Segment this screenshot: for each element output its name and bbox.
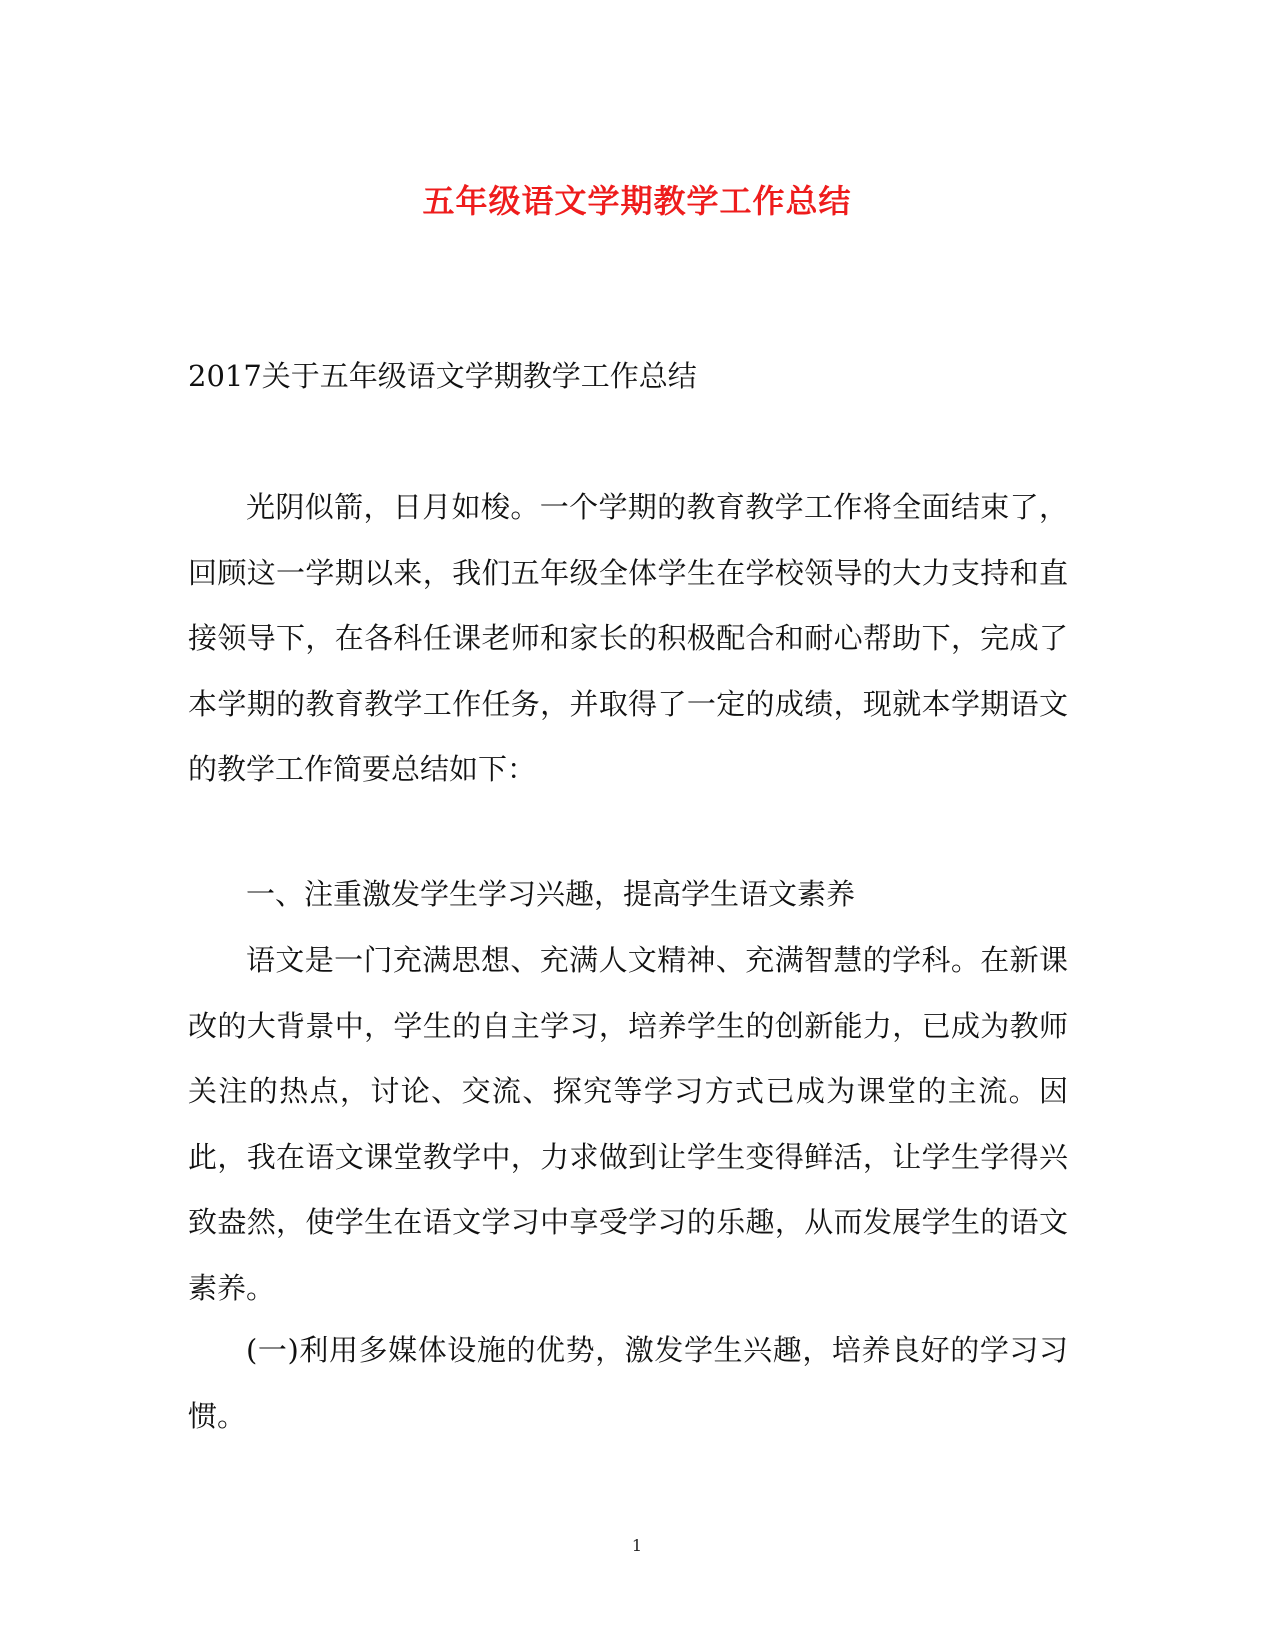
subsection-heading: (一)利用多媒体设施的优势，激发学生兴趣，培养良好的学习习惯。 [188, 1333, 1068, 1433]
intro-paragraph: 光阴似箭，日月如梭。一个学期的教育教学工作将全面结束了，回顾这一学期以来，我们五年级全体学生在学校领导的大力支持和直接领导下，在各科任课老师和家长的积极配合和耐心帮助下，完成了本学期的教育教学工作任务，并取得了一定的成绩，现就本学期语文的教学工作简要总结如下： [188, 490, 1068, 786]
document-subtitle: 2017关于五年级语文学期教学工作总结 [188, 359, 697, 393]
body-paragraph: 语文是一门充满思想、充满人文精神、充满智慧的学科。在新课改的大背景中，学生的自主学习，培养学生的创新能力，已成为教师关注的热点，讨论、交流、探究等学习方式已成为课堂的主流。因此，我在语文课堂教学中，力求做到让学生变得鲜活，让学生学得兴致盎然，使学生在语文学习中享受学习的乐趣，从而发展学生的语文素养。 [188, 943, 1068, 1305]
page-number: 1 [631, 1536, 643, 1555]
document-title: 五年级语文学期教学工作总结 [422, 182, 852, 220]
section-heading: 一、注重激发学生学习兴趣，提高学生语文素养 [246, 877, 856, 911]
